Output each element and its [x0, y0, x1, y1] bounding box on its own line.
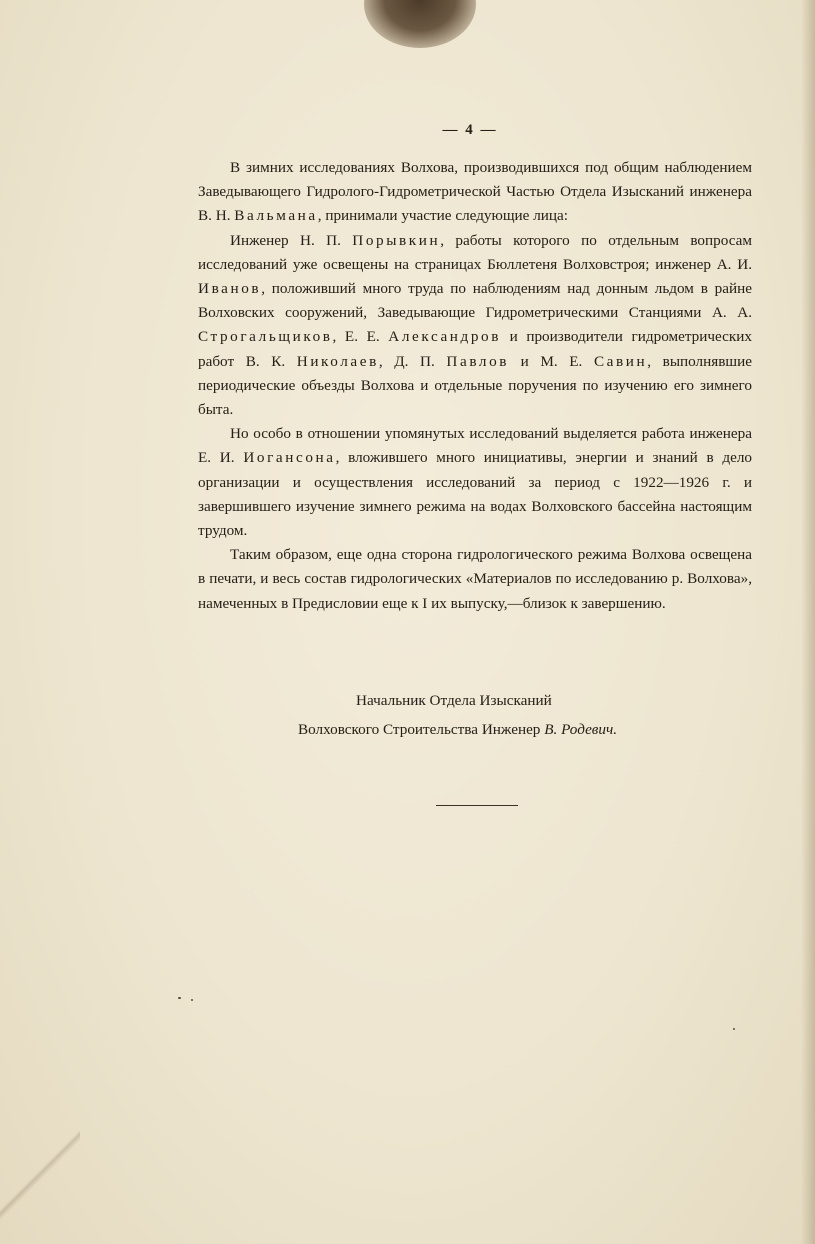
signature-title: Начальник Отдела Изысканий: [356, 692, 552, 709]
text-run: Но особо в отношении упомянутых исследований выделяется работа инженера Е. И.: [198, 425, 752, 467]
spaced-name: Строгальщиков: [198, 328, 333, 346]
spaced-name: Порывкин: [352, 231, 441, 249]
signature-block: [198, 686, 752, 744]
ink-stain: [364, 0, 476, 48]
page-number: — 4 —: [442, 122, 498, 138]
spaced-name: Павлов: [446, 352, 510, 370]
spaced-name: Вальмана: [234, 207, 318, 225]
paper-speck: [178, 997, 181, 999]
paper-speck: [733, 1028, 735, 1030]
text-run: , выполнявшие периодические объезды Волхова и отдельные поручения по изучению его зимнего быта.: [198, 352, 752, 419]
paragraph-2: [198, 229, 752, 423]
spaced-name: Иогансона: [243, 449, 336, 467]
signature-position-text: Волховского Строительства Инженер: [298, 721, 545, 738]
paragraph-3: [198, 422, 752, 543]
closing-rule: [436, 805, 518, 806]
text-run: , положивший много труда по наблюдениям над донным льдом в райне Волховских сооружений, Заведывающие Гидрометрическими Станциями А. А.: [198, 280, 752, 322]
spaced-name: Николаев: [296, 352, 379, 370]
paragraph-1: [198, 156, 752, 229]
spaced-name: Иванов: [198, 280, 262, 298]
page-crease: [0, 1104, 80, 1244]
text-run: , работы которого по отдельным вопросам исследований уже освещены на страницах Бюллетеня Волховстроя; инженер А. И.: [198, 231, 752, 273]
text-run: и М. Е.: [509, 352, 594, 370]
text-run: и производители гидрометрических работ В. К.: [198, 328, 752, 370]
signature-position: [298, 715, 752, 744]
text-run: Инженер Н. П.: [230, 231, 353, 249]
spaced-name: Савин: [593, 352, 648, 370]
body-text: [198, 156, 752, 616]
spaced-name: Александров: [388, 328, 502, 346]
text-run: , принимали участие следующие лица:: [317, 207, 569, 225]
text-run: , Д. П.: [378, 352, 447, 370]
paragraph-4: [198, 543, 752, 616]
text-run: Таким образом, еще одна сторона гидрологического режима Волхова освещена в печати, и весь состав гидрологических «Материалов по исследованию р. Волхова», намеченных в Предисловии еще к I их выпуску,—близок к завершению.: [198, 546, 752, 612]
page-edge-shadow: [801, 0, 815, 1244]
paper-speck: [191, 999, 193, 1001]
text-run: В зимних исследованиях Волхова, производившихся под общим наблюдением Заведывающего Гидролого-Гидрометрической Частью Отдела Изысканий инженера В. Н.: [198, 159, 752, 225]
text-run: , вложившего много инициативы, энергии и знаний в дело организации и осуществления исследований за период с 1922—1926 г. и завершившего изучение зимнего режима на водах Волховского бассейна настоящим трудом.: [198, 449, 753, 540]
signature-name: В. Родевич.: [544, 721, 618, 738]
text-run: , Е. Е.: [332, 328, 389, 346]
